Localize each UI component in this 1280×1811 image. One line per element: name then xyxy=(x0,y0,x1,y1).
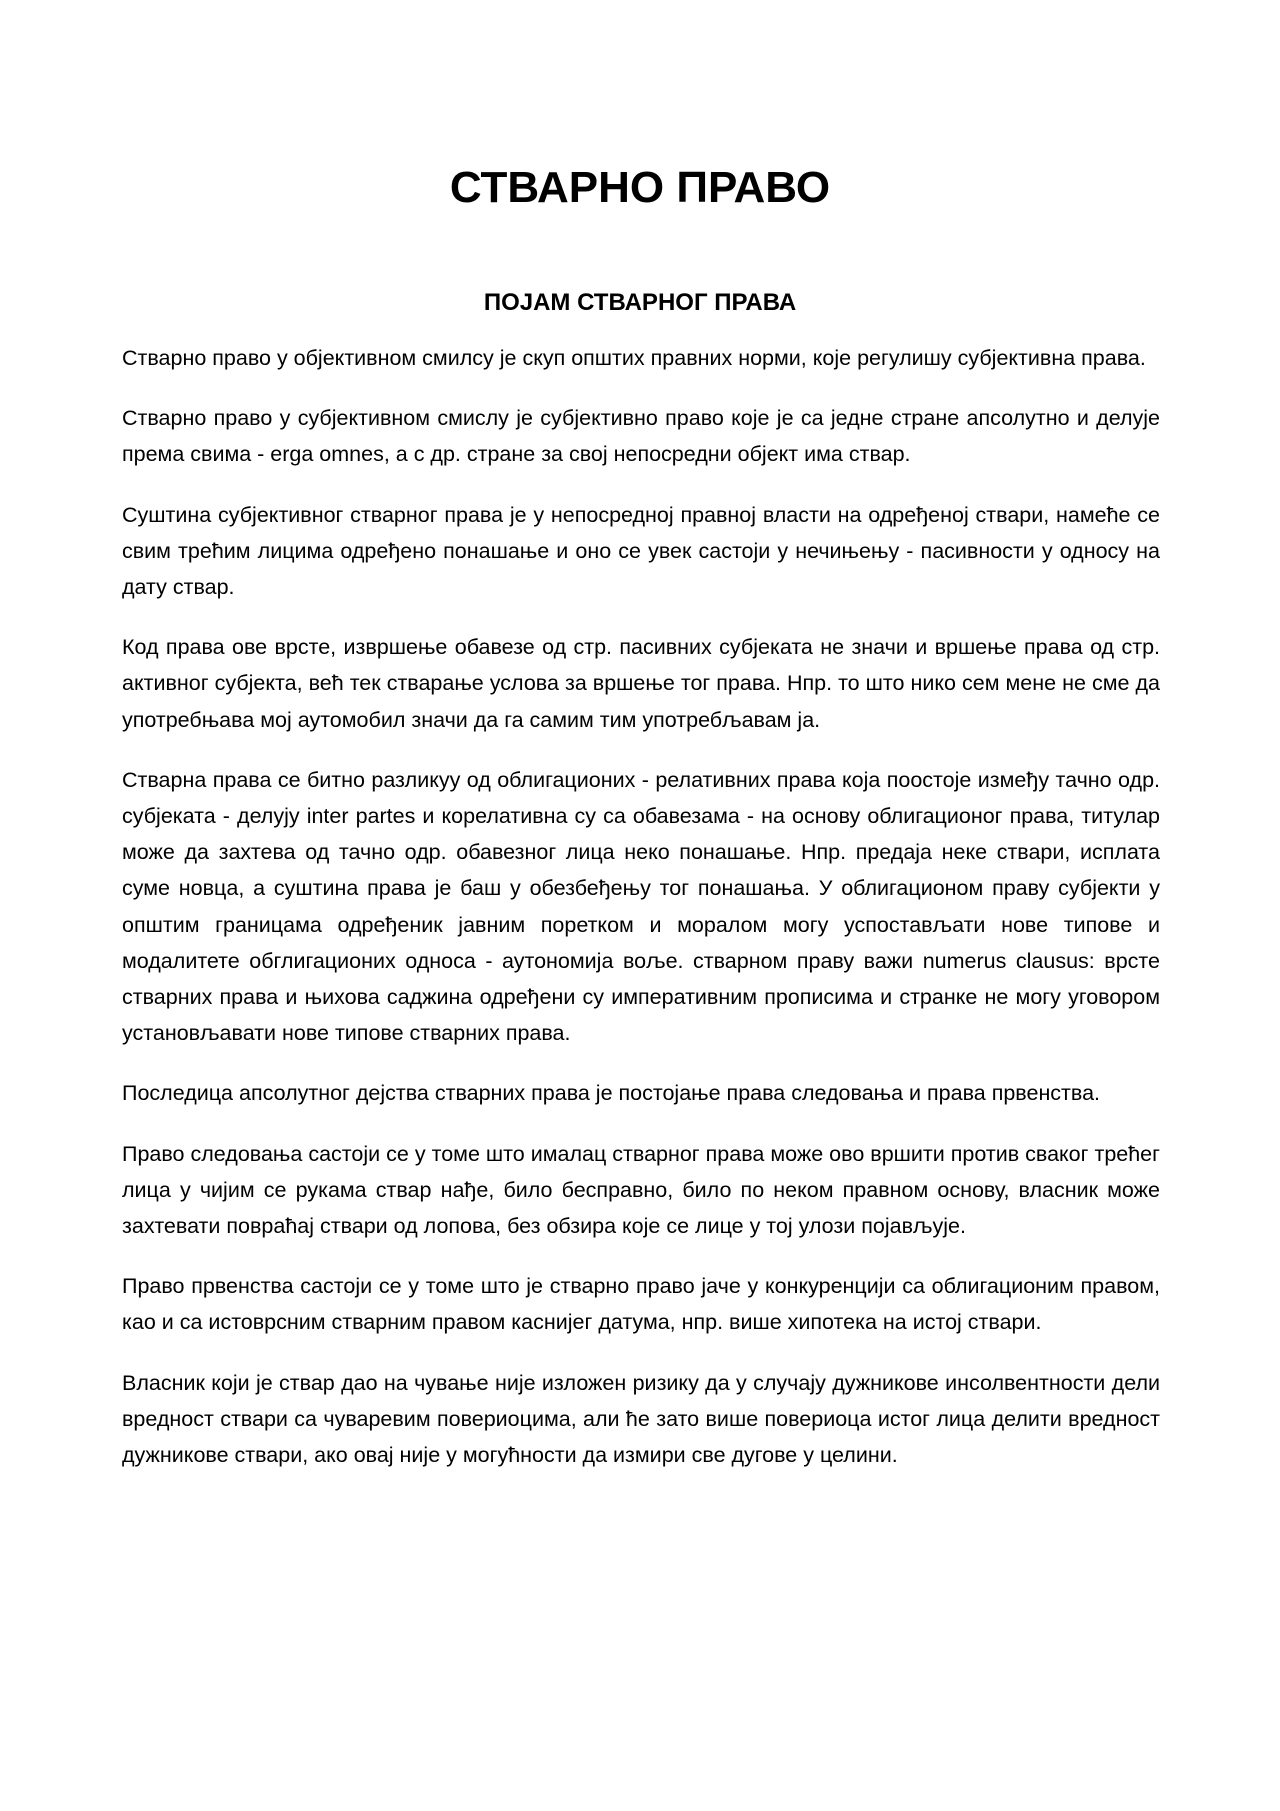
section-heading: ПОЈАМ СТВАРНОГ ПРАВА xyxy=(483,289,797,316)
paragraph: Стварна права се битно разликуу од облигационих - релативних права која поостоје између тачно одр. субјеката - делују inter partes и корелативна су са обавезама - на основу облигационог права, титулар може да захтева од тачно одр. обавезног лица неко понашање. Нпр. предаја неке ствари, исплата суме новца, а суштина права је баш у обезбеђењу тог понашања. У облигационом праву субјекти у општим границама одређеник јавним поретком и моралом могу успостављати нове типове и модалитете обглигационих односа - аутономија воље. стварном праву важи numerus clausus: врсте стварних права и њихова саджина одређени су императивним прописима и странке не могу уговором установљавати нове типове стварних права. xyxy=(122,767,1160,1046)
paragraph: Право следовања састоји се у томе што ималац стварног права може ово вршити против сваког трећег лица у чијим се рукама ствар нађе, било бесправно, било по неком правном основу, власник може захтевати повраћај ствари од лопова, без обзира које се лице у тој улози појављује. xyxy=(122,1141,1160,1239)
paragraph: Право првенства састоји се у томе што је стварно право јаче у конкуренцији са облигационим правом, као и са истоврсним стварним правом каснијег датума, нпр. више хипотека на истој ствари. xyxy=(122,1274,1160,1335)
paragraph: Стварно право у објективном смилсу је скуп општих правних норми, које регулишу субјективна права. xyxy=(122,346,1146,370)
paragraph: Власник који је ствар дао на чување није изложен ризику да у случају дужникове инсолвентности дели вредност ствари са чуваревим повериоцима, али ће зато више повериоца истог лица делити вредност дужникове ствари, ако овај није у могућности да измири све дугове у целини. xyxy=(122,1370,1160,1468)
document-title: СТВАРНО ПРАВО xyxy=(449,163,831,212)
paragraph: Последица апсолутног дејства стварних права је постојање права следовања и права првенства. xyxy=(122,1081,1101,1106)
paragraph: Код права ове врсте, извршење обавезе од стр. пасивних субјеката не значи и вршење права од стр. активног субјекта, већ тек стварање услова за вршење тог права. Нпр. то што нико сем мене не сме да употребњава мој аутомобил значи да га самим тим употребљавам ја. xyxy=(122,635,1160,732)
paragraph: Суштина субјективног стварног права је у непосредној правној власти на одређеној ствари, намеће се свим трећим лицима одређено понашање и оно се увек састоји у нечињењу - пасивности у односу на дату ствар. xyxy=(122,502,1160,600)
body-text xyxy=(122,340,1160,1497)
paragraph: Стварно право у субјективном смислу је субјективно право које је са једне стране апсолутно и делује према свима - erga omnes, а с др. стране за свој непосредни објект има ствар. xyxy=(122,406,1160,467)
